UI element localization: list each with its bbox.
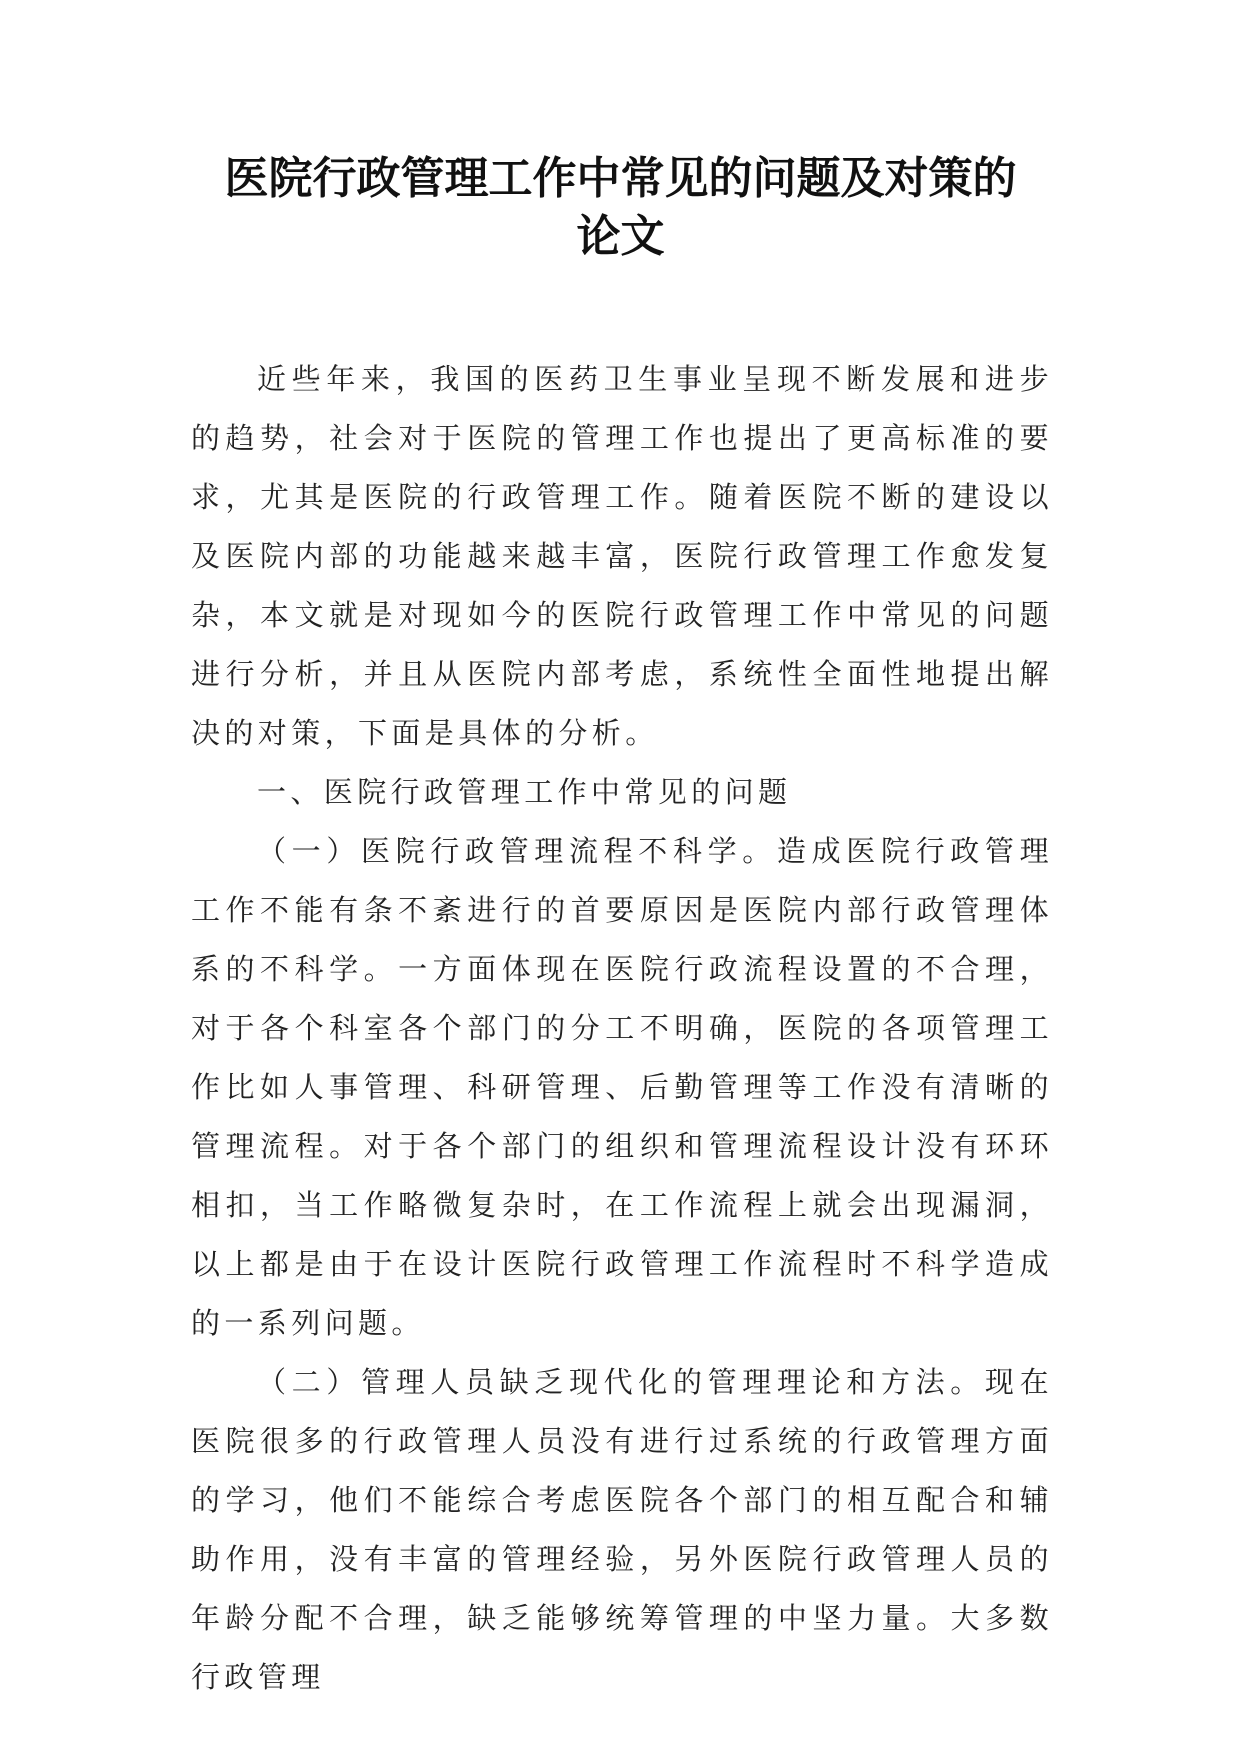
section-heading-problems: 一、医院行政管理工作中常见的问题 [257, 775, 792, 809]
title-line-2: 论文 [576, 211, 665, 262]
paragraph-intro: 近些年来，我国的医药卫生事业呈现不断发展和进步的趋势，社会对于医院的管理工作也提出了更高标准的要求，尤其是医院的行政管理工作。随着医院不断的建设以及医院内部的功能越来越丰富，医院行政管理工作愈发复杂，本文就是对现如今的医院行政管理工作中常见的问题进行分析，并且从医院内部考虑，系统性全面性地提出解决的对策，下面是具体的分析。 [191, 362, 1053, 750]
document-title [0, 150, 1241, 266]
document-body [191, 350, 1053, 1707]
paragraph-problem-2: （二）管理人员缺乏现代化的管理理论和方法。现在医院很多的行政管理人员没有进行过系统的行政管理方面的学习，他们不能综合考虑医院各个部门的相互配合和辅助作用，没有丰富的管理经验，另外医院行政管理人员的年龄分配不合理，缺乏能够统筹管理的中坚力量。大多数行政管理 [191, 1365, 1053, 1694]
paragraph-problem-1: （一）医院行政管理流程不科学。造成医院行政管理工作不能有条不紊进行的首要原因是医院内部行政管理体系的不科学。一方面体现在医院行政流程设置的不合理，对于各个科室各个部门的分工不明确，医院的各项管理工作比如人事管理、科研管理、后勤管理等工作没有清晰的管理流程。对于各个部门的组织和管理流程设计没有环环相扣，当工作略微复杂时，在工作流程上就会出现漏洞，以上都是由于在设计医院行政管理工作流程时不科学造成的一系列问题。 [191, 834, 1053, 1340]
title-line-1: 医院行政管理工作中常见的问题及对策的 [224, 153, 1017, 204]
